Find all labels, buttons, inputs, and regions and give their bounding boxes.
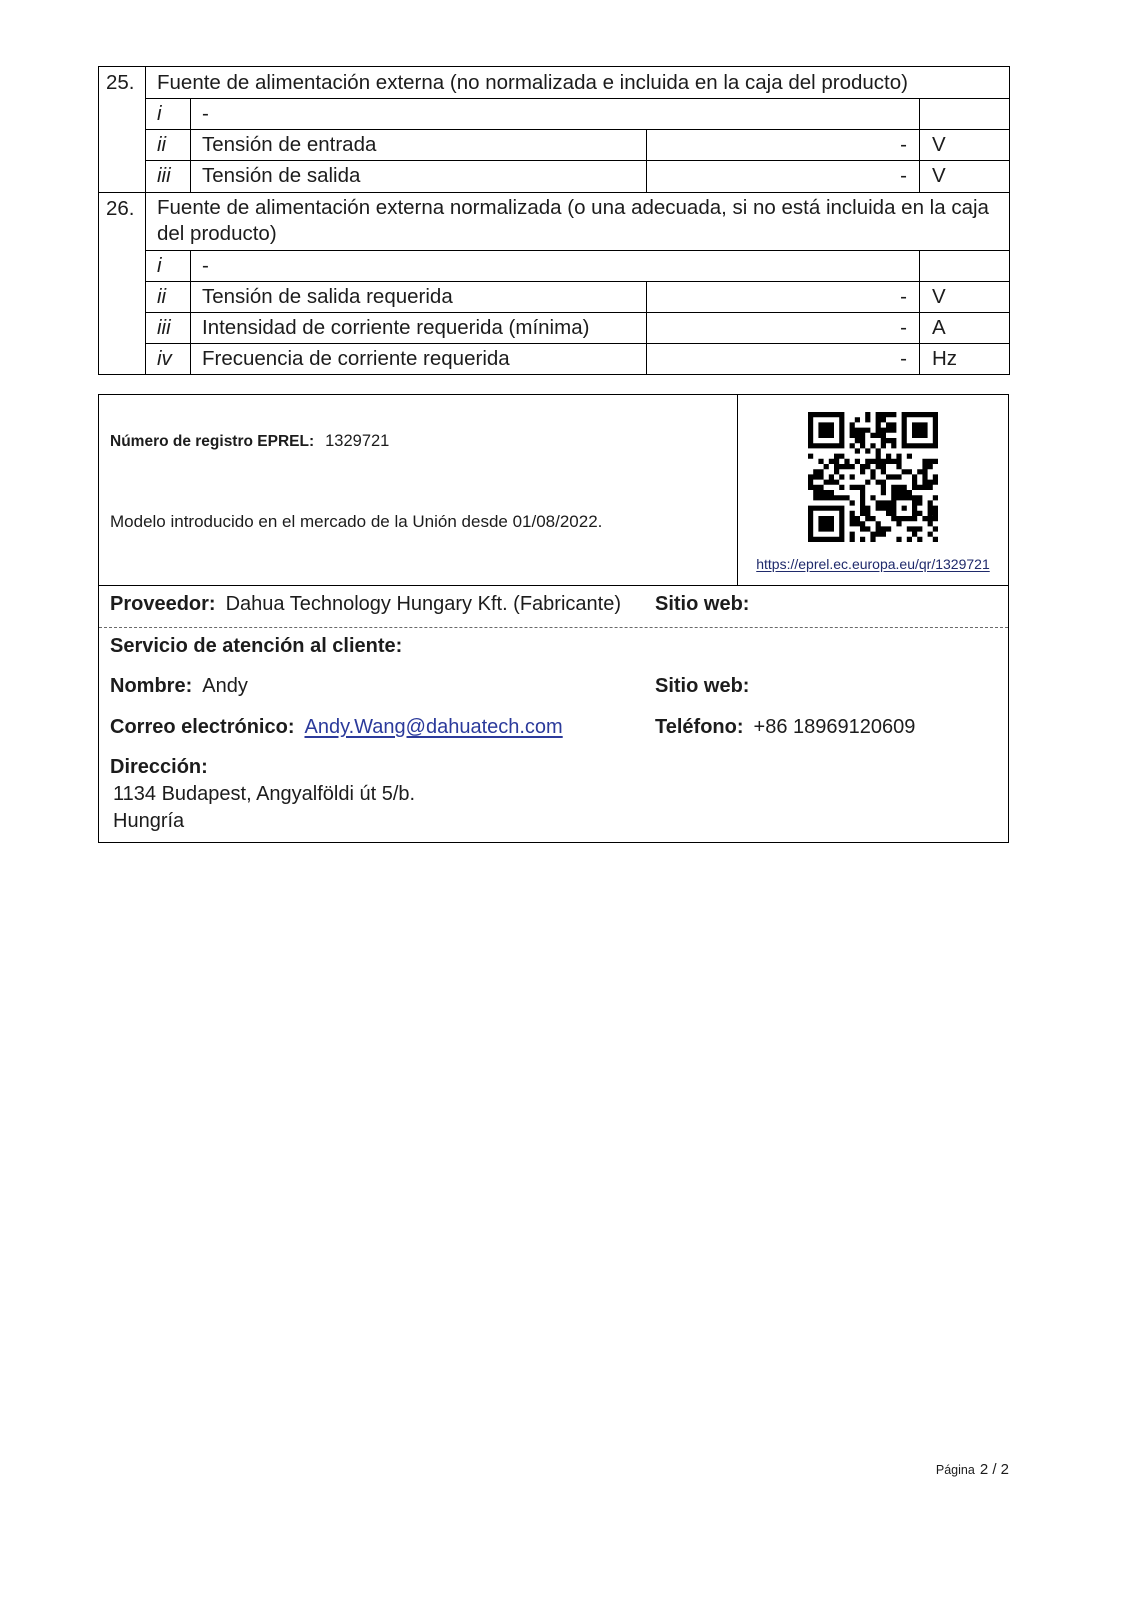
section-title: Fuente de alimentación externa normalizada (o una adecuada, si no está incluida en la caja del producto) — [146, 192, 1010, 250]
row-unit: Hz — [920, 344, 1010, 375]
market-introduction-text: Modelo introducido en el mercado de la Unión desde 01/08/2022. — [110, 512, 603, 531]
service-website-line — [655, 673, 759, 699]
phone-number: +86 18969120609 — [753, 716, 916, 738]
customer-service-heading — [110, 633, 412, 659]
section-title: Fuente de alimentación externa (no normalizada e incluida en la caja del producto) — [146, 67, 1010, 99]
row-label: Intensidad de corriente requerida (mínima) — [191, 312, 647, 343]
row-label: Frecuencia de corriente requerida — [191, 344, 647, 375]
table-row — [99, 344, 1010, 375]
phone-line — [655, 714, 915, 740]
section-number: 26. — [99, 192, 146, 375]
address-line: 1134 Budapest, Angyalföldi út 5/b. — [113, 783, 416, 805]
row-index: i — [146, 250, 191, 281]
row-index: ii — [146, 130, 191, 161]
row-label: Tensión de salida — [191, 161, 647, 192]
address-line: Hungría — [113, 810, 185, 832]
section-number: 25. — [99, 67, 146, 193]
email-line — [110, 714, 563, 740]
customer-service-heading-text: Servicio de atención al cliente: — [110, 635, 403, 657]
empty-cell — [920, 250, 1010, 281]
contact-name-line — [110, 673, 248, 699]
dashed-divider — [99, 627, 1008, 628]
row-value: - — [647, 161, 920, 192]
row-index: iii — [146, 312, 191, 343]
supplier-label: Proveedor: — [110, 593, 216, 615]
table-row — [99, 99, 1010, 130]
table-row — [99, 250, 1010, 281]
page-number: 2 / 2 — [979, 1461, 1009, 1478]
table-row — [99, 130, 1010, 161]
row-value: - — [647, 281, 920, 312]
page-footer — [936, 1460, 1009, 1480]
service-website-label: Sitio web: — [655, 675, 750, 697]
supplier-website-label: Sitio web: — [655, 593, 750, 615]
supplier-website-line — [655, 591, 759, 617]
row-unit: A — [920, 312, 1010, 343]
row-label: Tensión de salida requerida — [191, 281, 647, 312]
row-index: ii — [146, 281, 191, 312]
section-header-row — [99, 192, 1010, 250]
row-index: iv — [146, 344, 191, 375]
supplier-name: Dahua Technology Hungary Kft. (Fabricante) — [225, 593, 621, 615]
table-row — [99, 161, 1010, 192]
empty-cell — [920, 99, 1010, 130]
row-label: - — [191, 250, 920, 281]
row-label: Tensión de entrada — [191, 130, 647, 161]
row-unit: V — [920, 130, 1010, 161]
row-index: iii — [146, 161, 191, 192]
table-row — [99, 281, 1010, 312]
eprel-registration-panel — [99, 395, 737, 585]
email-label: Correo electrónico: — [110, 716, 295, 738]
contact-name: Andy — [202, 675, 248, 697]
row-unit: V — [920, 161, 1010, 192]
row-label: - — [191, 99, 920, 130]
row-unit: V — [920, 281, 1010, 312]
section-divider — [99, 585, 1008, 586]
row-value: - — [647, 344, 920, 375]
registration-number: 1329721 — [325, 432, 390, 450]
page-label: Página — [935, 1463, 975, 1477]
address-label: Dirección: — [110, 756, 208, 778]
supplier-line — [110, 591, 621, 617]
qr-code — [808, 412, 938, 542]
row-value: - — [647, 130, 920, 161]
section-header-row — [99, 67, 1010, 99]
phone-label: Teléfono: — [655, 716, 744, 738]
external-power-supply-table — [98, 66, 1010, 375]
row-value: - — [647, 312, 920, 343]
table-row — [99, 312, 1010, 343]
row-index: i — [146, 99, 191, 130]
address-heading — [110, 754, 218, 780]
registration-label: Número de registro EPREL: — [110, 433, 315, 450]
contact-name-label: Nombre: — [110, 675, 193, 697]
email-link[interactable]: Andy.Wang@dahuatech.com — [304, 716, 563, 738]
eprel-qr-link[interactable]: https://eprel.ec.europa.eu/qr/1329721 — [756, 556, 990, 572]
registration-line — [110, 428, 389, 455]
product-info-box — [98, 394, 1009, 843]
eprel-qr-panel — [737, 395, 1008, 585]
